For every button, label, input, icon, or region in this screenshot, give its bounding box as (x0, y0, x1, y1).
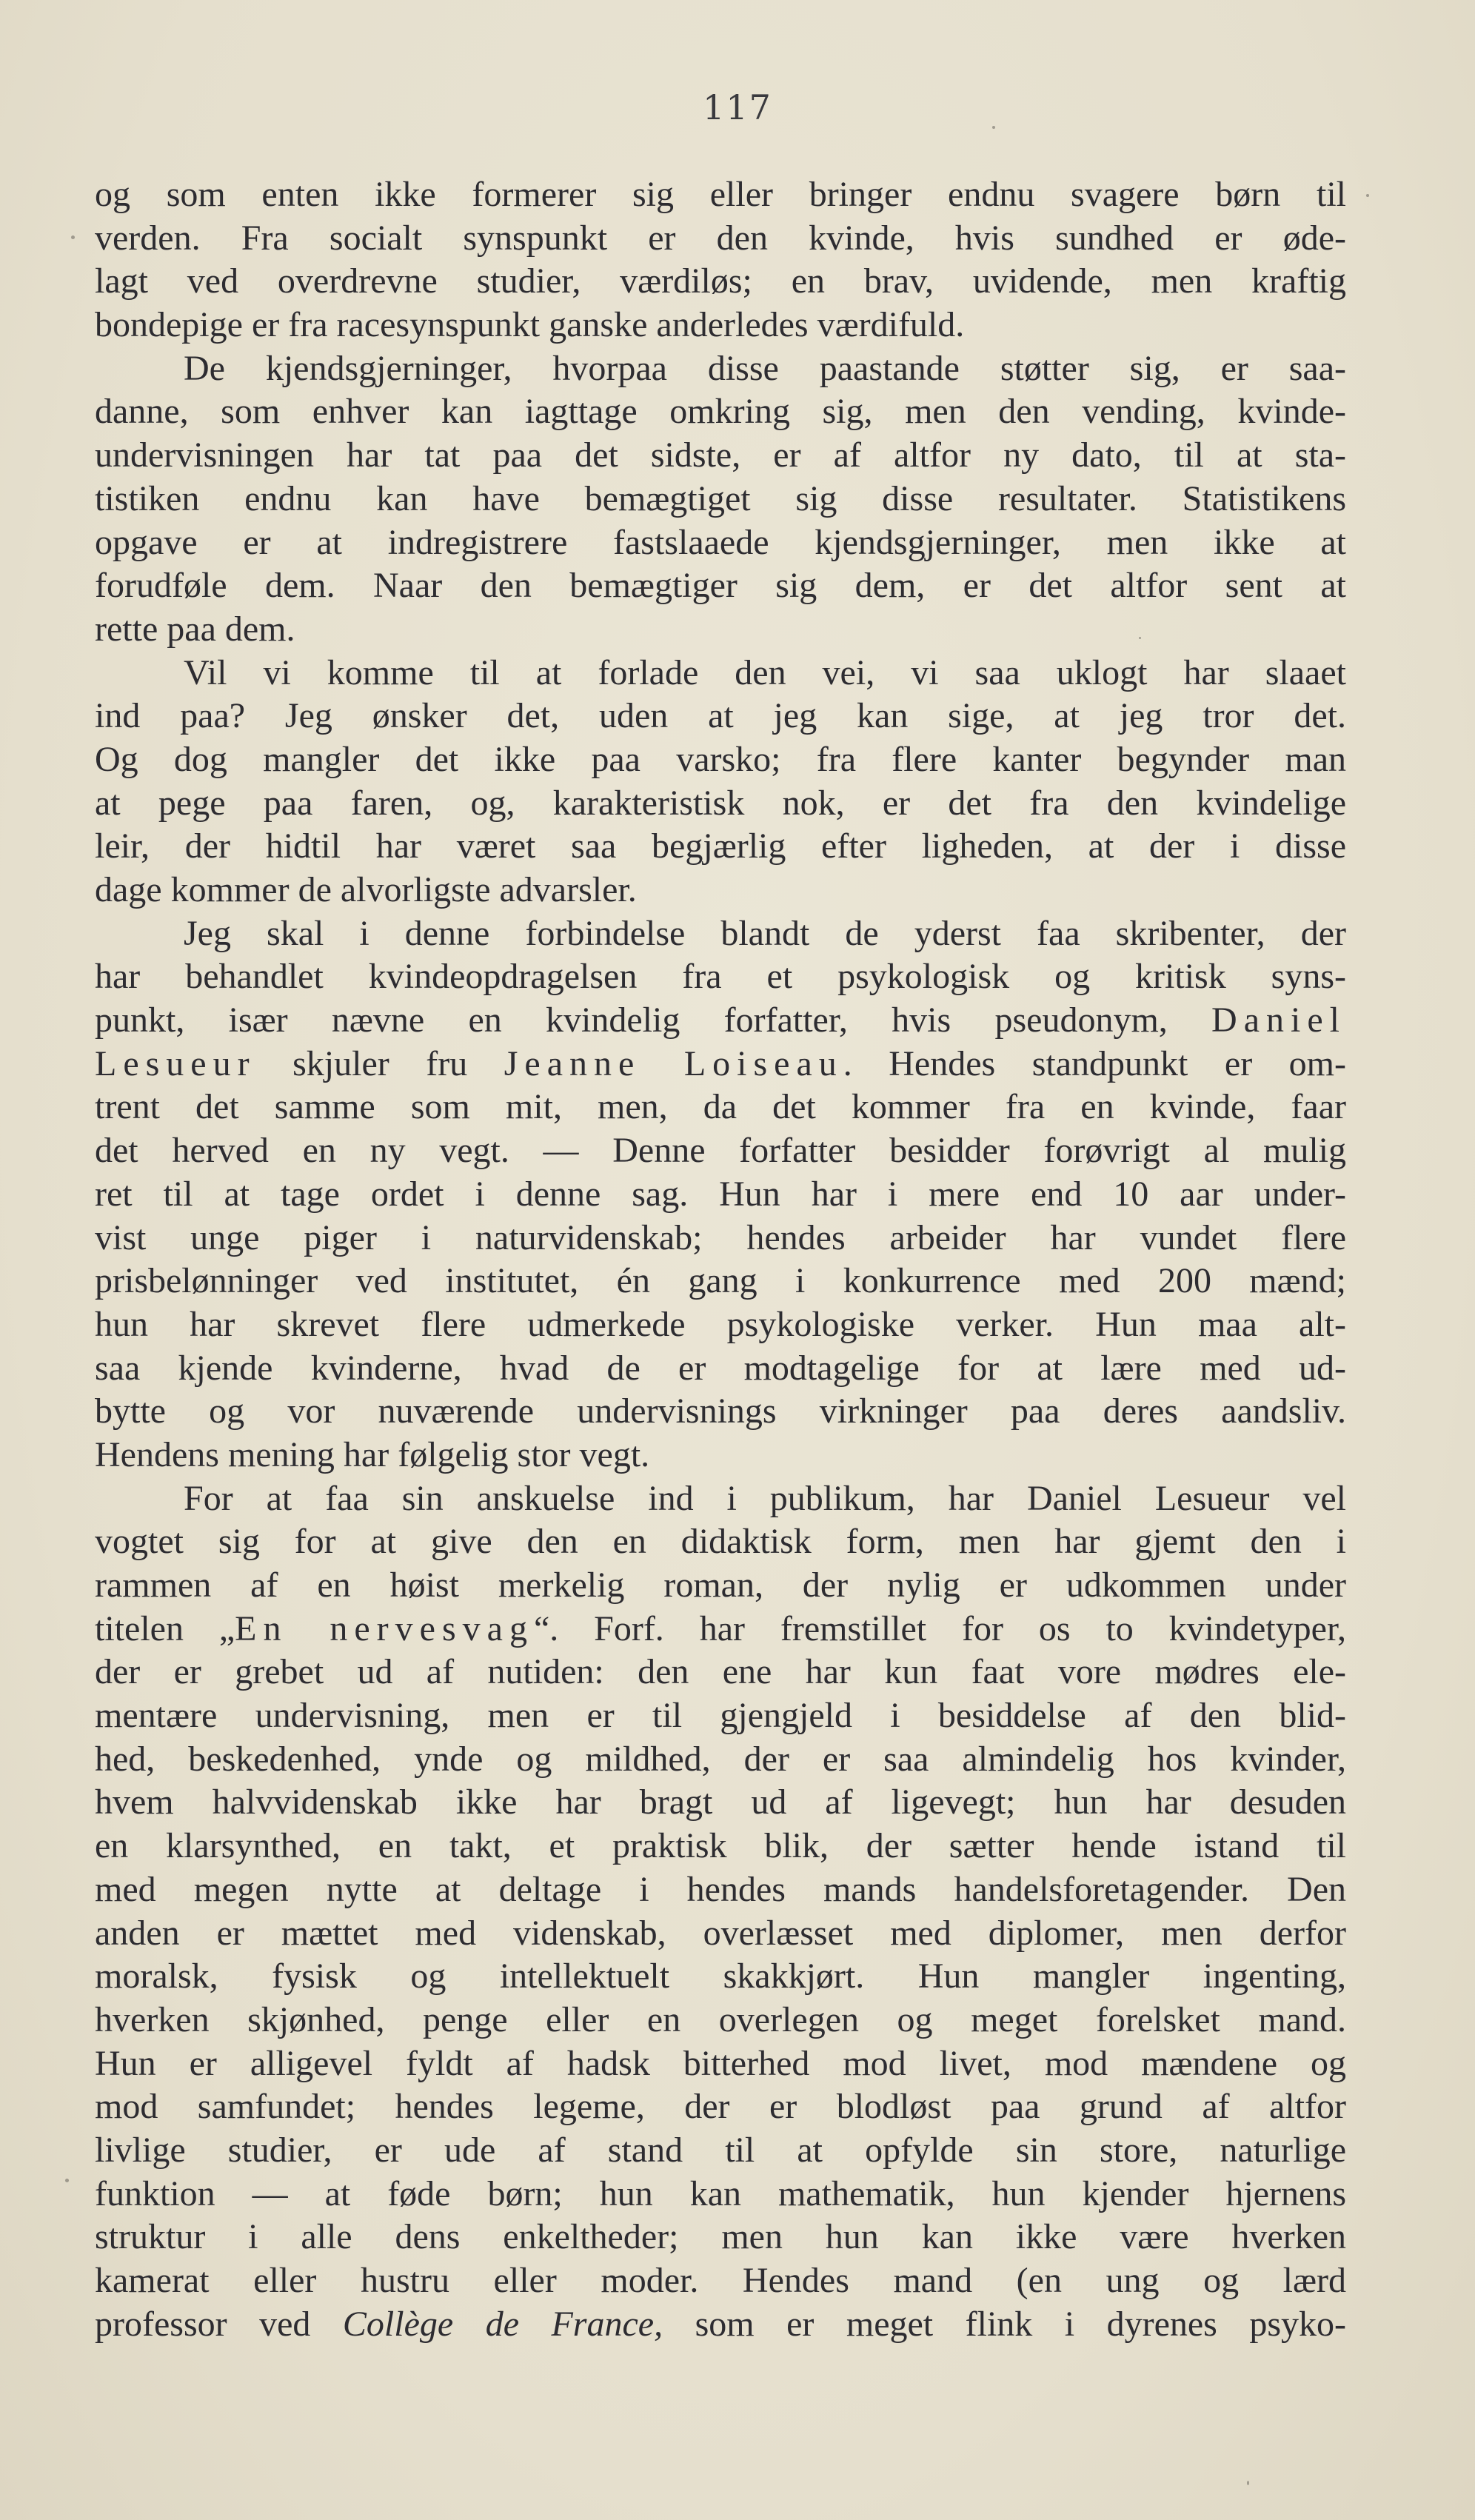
print-speck (71, 235, 75, 239)
italic-institution: Collège de France, (342, 2304, 663, 2344)
print-speck (1247, 2481, 1249, 2485)
print-speck (992, 126, 995, 129)
text-line: Og dog mangler det ikke paa varsko; fra flere kanter begynder man (95, 739, 1346, 779)
text-line: verden. Fra socialt synspunkt er den kvinde, hvis sundhed er øde- (95, 218, 1346, 258)
text-line: hun har skrevet flere udmerkede psykologiske verker. Hun maa alt- (95, 1304, 1346, 1344)
text-line: har behandlet kvindeopdragelsen fra et psykologisk og kritisk syns- (95, 957, 1346, 997)
text-line: tistiken endnu kan have bemægtiget sig disse resultater. Statistikens (95, 478, 1346, 518)
text-line (95, 2303, 1346, 2347)
print-speck (1139, 637, 1141, 639)
text-line: dage kommer de alvorligste advarsler. (95, 870, 637, 909)
text-segment: “. Forf. har fremstillet for os to kvindetyper, (533, 1608, 1347, 1648)
text-line: rammen af en høist merkelig roman, der nylig er udkommen under (95, 1565, 1346, 1605)
text-line: hverken skjønhed, penge eller en overlegen og meget forelsket mand. (95, 1999, 1346, 2039)
text-line: og som enten ikke formerer sig eller bringer endnu svagere børn til (95, 175, 1346, 214)
text-line: moralsk, fysisk og intellektuelt skakkjørt. Hun mangler ingenting, (95, 1956, 1346, 1996)
text-line: funktion — at føde børn; hun kan mathematik, hun kjender hjernens (95, 2173, 1346, 2213)
text-line: der er grebet ud af nutiden: den ene har kun faat vore mødres ele- (95, 1652, 1346, 1692)
spaced-name: Daniel (1211, 1000, 1346, 1040)
text-segment: professor ved (95, 2304, 343, 2344)
page-number: 117 (703, 87, 772, 127)
text-line: mentære undervisning, men er til gjengjeld i besiddelse af den blid- (95, 1696, 1346, 1736)
text-segment: skjuler fru (255, 1043, 504, 1083)
text-line: Jeg skal i denne forbindelse blandt de yderst faa skribenter, der (184, 913, 1346, 953)
print-speck (1366, 194, 1369, 197)
spaced-name: Jeanne Loiseau (504, 1043, 843, 1083)
text-line (95, 1608, 1346, 1651)
text-line: at pege paa faren, og, karakteristisk nok, er det fra den kvindelige (95, 783, 1346, 823)
body-text (95, 173, 1346, 2346)
text-line: en klarsynthed, en takt, et praktisk blik, der sætter hende istand til (95, 1826, 1346, 1866)
text-line: hvem halvvidenskab ikke har bragt ud af ligevegt; hun har desuden (95, 1782, 1346, 1822)
text-line: ind paa? Jeg ønsker det, uden at jeg kan sige, at jeg tror det. (95, 696, 1346, 736)
text-segment: . Hendes standpunkt er om- (843, 1043, 1346, 1083)
text-segment: titelen „ (95, 1608, 235, 1648)
text-line: prisbelønninger ved institutet, én gang i konkurrence med 200 mænd; (95, 1261, 1346, 1301)
print-speck (65, 2179, 69, 2182)
text-line: undervisningen har tat paa det sidste, er af altfor ny dato, til at sta- (95, 435, 1346, 475)
text-line: livlige studier, er ude af stand til at opfylde sin store, naturlige (95, 2130, 1346, 2170)
text-line: danne, som enhver kan iagttage omkring sig, men den vending, kvinde- (95, 392, 1346, 432)
text-line: For at faa sin anskuelse ind i publikum, har Daniel Lesueur vel (184, 1478, 1346, 1518)
text-segment: punkt, især nævne en kvindelig forfatter, hvis pseudonym, (95, 1000, 1212, 1040)
text-line: mod samfundet; hendes legeme, der er blodløst paa grund af altfor (95, 2087, 1346, 2127)
text-line: bytte og vor nuværende undervisnings virkninger paa deres aandsliv. (95, 1391, 1346, 1431)
text-line: med megen nytte at deltage i hendes mands handelsforetagender. Den (95, 1869, 1346, 1909)
text-line: De kjendsgjerninger, hvorpaa disse paastande støtter sig, er saa- (184, 348, 1346, 388)
text-line: vogtet sig for at give den en didaktisk form, men har gjemt den i (95, 1522, 1346, 1562)
text-line: bondepige er fra racesynspunkt ganske anderledes værdifuld. (95, 305, 965, 345)
text-line: hed, beskedenhed, ynde og mildhed, der er saa almindelig hos kvinder, (95, 1739, 1346, 1779)
text-line: Hun er alligevel fyldt af hadsk bitterhed mod livet, mod mændene og (95, 2043, 1346, 2083)
text-line (95, 999, 1346, 1043)
text-line: struktur i alle dens enkeltheder; men hun kan ikke være hverken (95, 2217, 1346, 2257)
text-line: Hendens mening har følgelig stor vegt. (95, 1434, 650, 1474)
text-line: trent det samme som mit, men, da det kommer fra en kvinde, faar (95, 1087, 1346, 1127)
text-line: det herved en ny vegt. — Denne forfatter besidder forøvrigt al mulig (95, 1131, 1346, 1171)
text-line: vist unge piger i naturvidenskab; hendes arbeider har vundet flere (95, 1217, 1346, 1257)
text-line: kamerat eller hustru eller moder. Hendes mand (en ung og lærd (95, 2261, 1346, 2300)
text-line: anden er mættet med videnskab, overlæsset med diplomer, men derfor (95, 1913, 1346, 1953)
text-line: rette paa dem. (95, 609, 295, 649)
text-line: Vil vi komme til at forlade den vei, vi saa uklogt har slaaet (184, 652, 1346, 692)
text-line: ret til at tage ordet i denne sag. Hun har i mere end 10 aar under- (95, 1174, 1346, 1214)
spaced-title: En nervesvag (235, 1608, 534, 1648)
text-line: opgave er at indregistrere fastslaaede kjendsgjerninger, men ikke at (95, 522, 1346, 562)
text-line: forudføle dem. Naar den bemægtiger sig dem, er det altfor sent at (95, 566, 1346, 606)
spaced-name: Lesueur (95, 1043, 256, 1083)
text-line: saa kjende kvinderne, hvad de er modtagelige for at lære med ud- (95, 1348, 1346, 1388)
text-line: leir, der hidtil har været saa begjærlig efter ligheden, at der i disse (95, 826, 1346, 866)
text-line (95, 1043, 1346, 1086)
text-line: lagt ved overdrevne studier, værdiløs; en brav, uvidende, men kraftig (95, 261, 1346, 301)
text-segment: som er meget flink i dyrenes psyko- (663, 2304, 1347, 2344)
